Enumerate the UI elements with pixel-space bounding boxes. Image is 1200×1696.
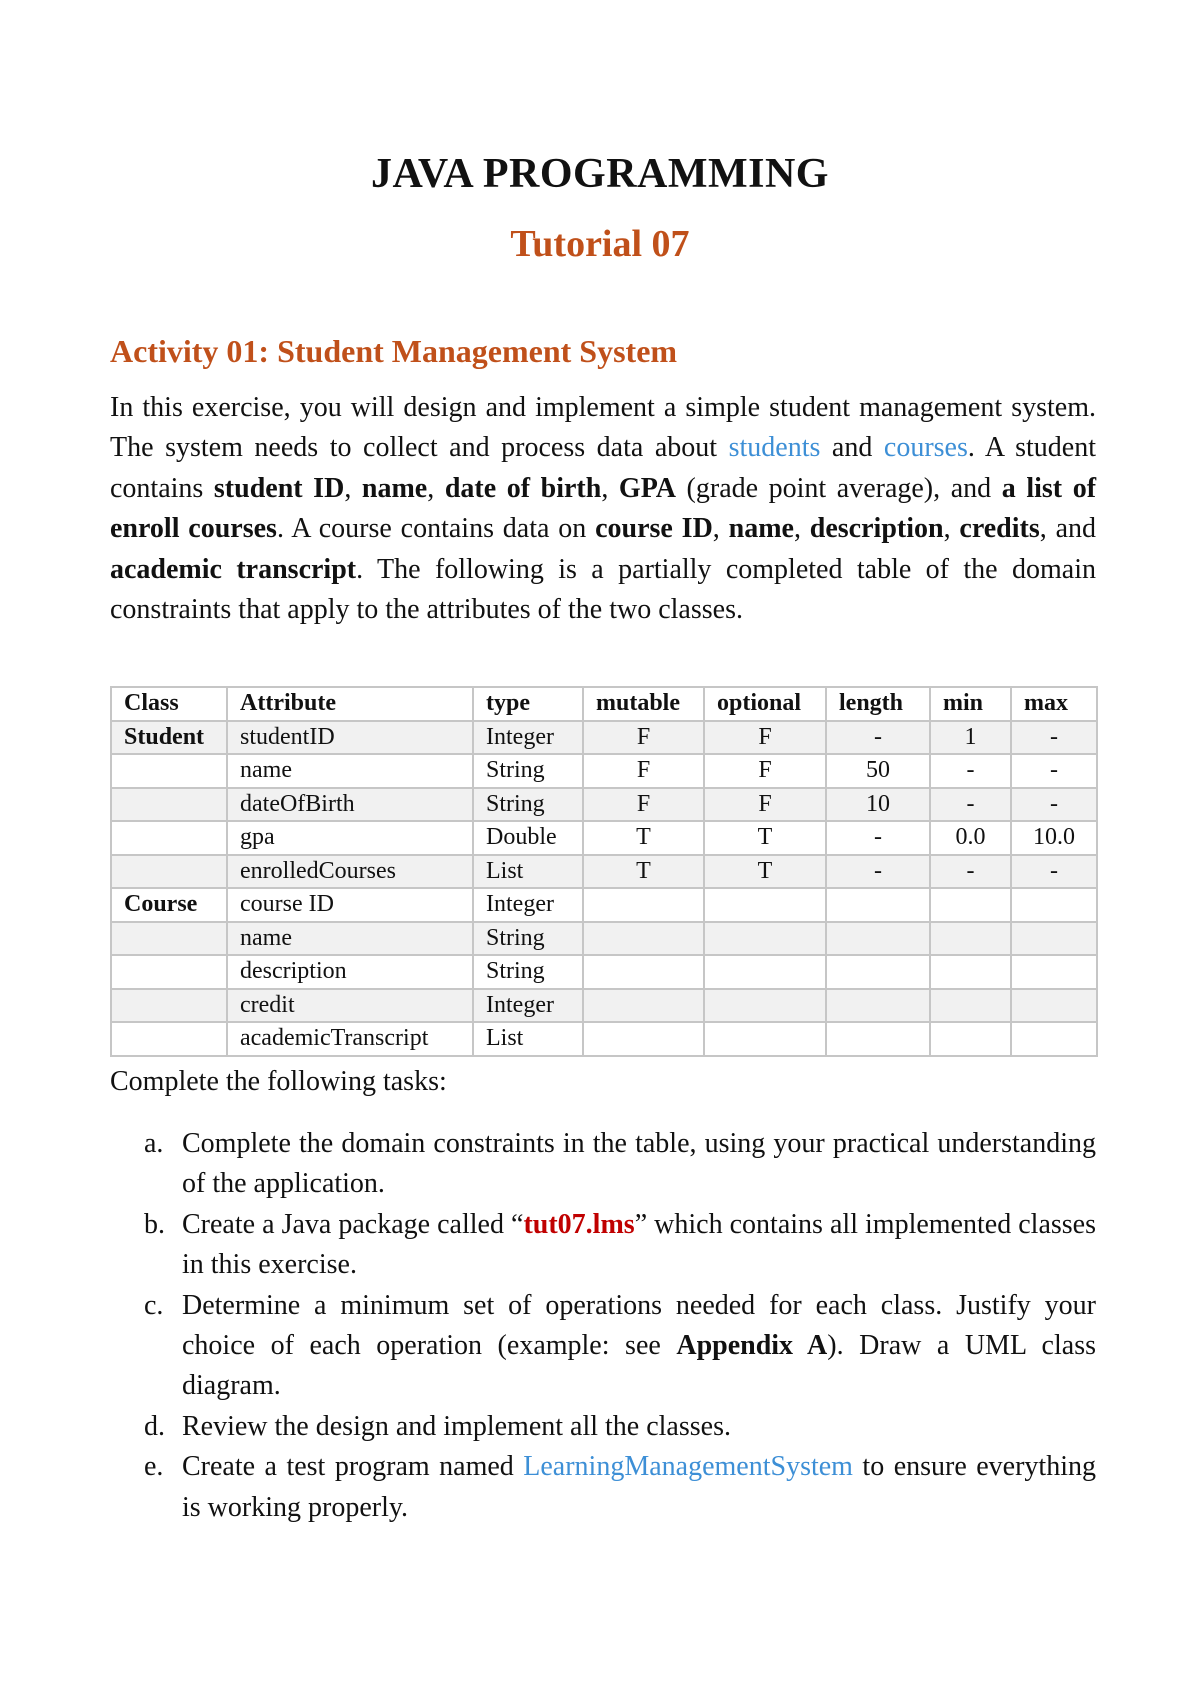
table-cell: F: [704, 721, 826, 755]
tasks-intro: Complete the following tasks:: [110, 1066, 447, 1097]
table-cell: Integer: [473, 888, 583, 922]
intro-text-run: . A student contains: [110, 432, 1096, 504]
table-cell: [826, 989, 930, 1023]
intro-text-run: ,: [601, 472, 619, 504]
task-text-run: Determine a minimum set of operations needed for each class. Justify your choice of each operation (example: see: [182, 1289, 1096, 1362]
table-cell: [704, 989, 826, 1023]
table-cell: gpa: [227, 821, 473, 855]
table-cell: T: [583, 821, 704, 855]
table-row: [111, 1022, 1097, 1056]
intro-text-run: course ID: [595, 513, 713, 545]
table-cell: Integer: [473, 721, 583, 755]
intro-text-run: name: [361, 472, 428, 504]
table-cell: -: [1011, 855, 1097, 889]
task-list: [110, 1124, 1096, 1528]
table-cell: [704, 1022, 826, 1056]
table-cell: -: [826, 721, 930, 755]
intro-text-run: students: [728, 432, 821, 464]
table-cell: F: [583, 721, 704, 755]
table-cell: [826, 955, 930, 989]
column-header: min: [930, 687, 1011, 721]
intro-text-run: student ID: [213, 472, 345, 504]
table-cell: List: [473, 1022, 583, 1056]
intro-text-run: credits: [959, 513, 1040, 545]
table-cell: T: [583, 855, 704, 889]
table-cell: enrolledCourses: [227, 855, 473, 889]
table-row: [111, 821, 1097, 855]
table-cell: [930, 888, 1011, 922]
table-cell: String: [473, 922, 583, 956]
table-cell: [704, 955, 826, 989]
table-cell: [704, 922, 826, 956]
table-cell: 10.0: [1011, 821, 1097, 855]
task-text-run: to ensure everything is working properly.: [182, 1451, 1096, 1523]
column-header: max: [1011, 687, 1097, 721]
table-cell: studentID: [227, 721, 473, 755]
table-cell: String: [473, 788, 583, 822]
table-cell: F: [583, 788, 704, 822]
intro-text-run: In this exercise, you will design and implement a simple student management system. The system needs to collect and process data about: [110, 392, 1096, 464]
intro-text-run: a list of enroll courses: [110, 472, 1097, 545]
table-cell: -: [1011, 788, 1097, 822]
column-header: type: [473, 687, 583, 721]
table-cell: 1: [930, 721, 1011, 755]
task-item: [110, 1286, 1096, 1407]
task-text-run: ” which contains all implemented classes in this exercise.: [182, 1208, 1096, 1281]
column-header: mutable: [583, 687, 704, 721]
table-cell: [111, 754, 227, 788]
table-row: [111, 788, 1097, 822]
table-cell: credit: [227, 989, 473, 1023]
table-cell: [704, 888, 826, 922]
table-row: [111, 855, 1097, 889]
table-cell: List: [473, 855, 583, 889]
task-marker: c.: [144, 1289, 164, 1321]
task-marker: e.: [144, 1451, 164, 1483]
task-text-run: Review the design and implement all the classes.: [182, 1410, 731, 1442]
task-text-run: tut07.lms: [523, 1208, 635, 1240]
table-cell: -: [930, 754, 1011, 788]
table-cell: [111, 922, 227, 956]
table-cell: -: [930, 855, 1011, 889]
intro-text-run: . A course contains data on: [276, 513, 596, 545]
task-text-run: Create a test program named: [182, 1451, 524, 1483]
table-cell: [1011, 922, 1097, 956]
table-cell: [1011, 989, 1097, 1023]
table-row: [111, 754, 1097, 788]
column-header: optional: [704, 687, 826, 721]
column-header: length: [826, 687, 930, 721]
page-title: JAVA PROGRAMMING: [371, 151, 829, 197]
table-cell: [111, 788, 227, 822]
table-cell: [583, 955, 704, 989]
table-cell: [583, 1022, 704, 1056]
domain-constraints-table: [110, 686, 1098, 1057]
intro-text-run: date of birth: [444, 472, 602, 504]
task-marker: a.: [144, 1128, 164, 1159]
table-cell: -: [1011, 721, 1097, 755]
task-item: [110, 1205, 1096, 1286]
table-cell: T: [704, 855, 826, 889]
intro-text-run: description: [809, 513, 944, 545]
task-marker: b.: [144, 1208, 165, 1240]
table-cell: String: [473, 955, 583, 989]
table-cell: [826, 888, 930, 922]
table-cell: [1011, 955, 1097, 989]
intro-text-run: name: [728, 513, 794, 545]
table-cell: F: [704, 754, 826, 788]
intro-text-run: ,: [344, 472, 362, 504]
table-cell: description: [227, 955, 473, 989]
intro-text-run: GPA: [618, 472, 676, 504]
intro-text-run: ,: [427, 472, 445, 504]
table-cell: F: [583, 754, 704, 788]
table-cell: -: [1011, 754, 1097, 788]
table-cell: [826, 922, 930, 956]
table-cell: -: [930, 788, 1011, 822]
table-cell: -: [826, 821, 930, 855]
table-cell: [583, 888, 704, 922]
table-cell: -: [826, 855, 930, 889]
table-cell: [930, 989, 1011, 1023]
table-cell: [111, 1022, 227, 1056]
table-cell: [930, 955, 1011, 989]
activity-heading: Activity 01: Student Management System: [110, 333, 678, 369]
intro-text-run: ,: [712, 513, 729, 545]
table-cell: [111, 989, 227, 1023]
intro-text-run: ,: [793, 513, 810, 545]
task-text-run: Complete the domain constraints in the table, using your practical understanding of the application.: [182, 1128, 1096, 1200]
table-cell: F: [704, 788, 826, 822]
intro-text-run: courses: [883, 432, 968, 464]
intro-text-run: and: [820, 432, 884, 464]
table-cell: T: [704, 821, 826, 855]
table-cell: 0.0: [930, 821, 1011, 855]
table-row: [111, 955, 1097, 989]
table-cell: name: [227, 754, 473, 788]
table-cell: course ID: [227, 888, 473, 922]
table-cell: [930, 922, 1011, 956]
task-item: [110, 1447, 1096, 1528]
column-header: Class: [111, 687, 227, 721]
task-item: [110, 1124, 1096, 1205]
table-cell: [111, 821, 227, 855]
table-cell: [111, 855, 227, 889]
intro-text-run: ,: [943, 513, 960, 545]
table-cell: [111, 955, 227, 989]
table-cell: 10: [826, 788, 930, 822]
intro-text-run: . The following is a partially completed table of the domain constraints that apply to the attributes of the two classes.: [110, 553, 1096, 626]
table-cell: Course: [111, 888, 227, 922]
table-cell: academicTranscript: [227, 1022, 473, 1056]
table-cell: [1011, 888, 1097, 922]
task-marker: d.: [144, 1410, 165, 1442]
task-text-run: Appendix A: [676, 1330, 828, 1362]
task-text-run: ). Draw a UML class diagram.: [182, 1330, 1096, 1402]
table-cell: [583, 922, 704, 956]
intro-text-run: , and: [1039, 513, 1097, 545]
table-row: [111, 721, 1097, 755]
table-cell: Integer: [473, 989, 583, 1023]
table-header-row: [111, 687, 1097, 721]
intro-text-run: (grade point average), and: [675, 472, 1002, 504]
table-cell: [1011, 1022, 1097, 1056]
table-cell: [826, 1022, 930, 1056]
task-item: [110, 1407, 1096, 1447]
tutorial-subtitle: Tutorial 07: [510, 223, 690, 265]
table-row: [111, 922, 1097, 956]
table-row: [111, 989, 1097, 1023]
intro-text-run: academic transcript: [110, 553, 357, 585]
task-text-run: LearningManagementSystem: [523, 1451, 853, 1483]
task-text-run: Create a Java package called “: [182, 1208, 524, 1240]
table-cell: dateOfBirth: [227, 788, 473, 822]
column-header: Attribute: [227, 687, 473, 721]
table-cell: Student: [111, 721, 227, 755]
table-cell: name: [227, 922, 473, 956]
table-cell: String: [473, 754, 583, 788]
table-cell: Double: [473, 821, 583, 855]
table-row: [111, 888, 1097, 922]
table-cell: 50: [826, 754, 930, 788]
intro-paragraph: [110, 388, 1096, 630]
table-cell: [930, 1022, 1011, 1056]
table-cell: [583, 989, 704, 1023]
